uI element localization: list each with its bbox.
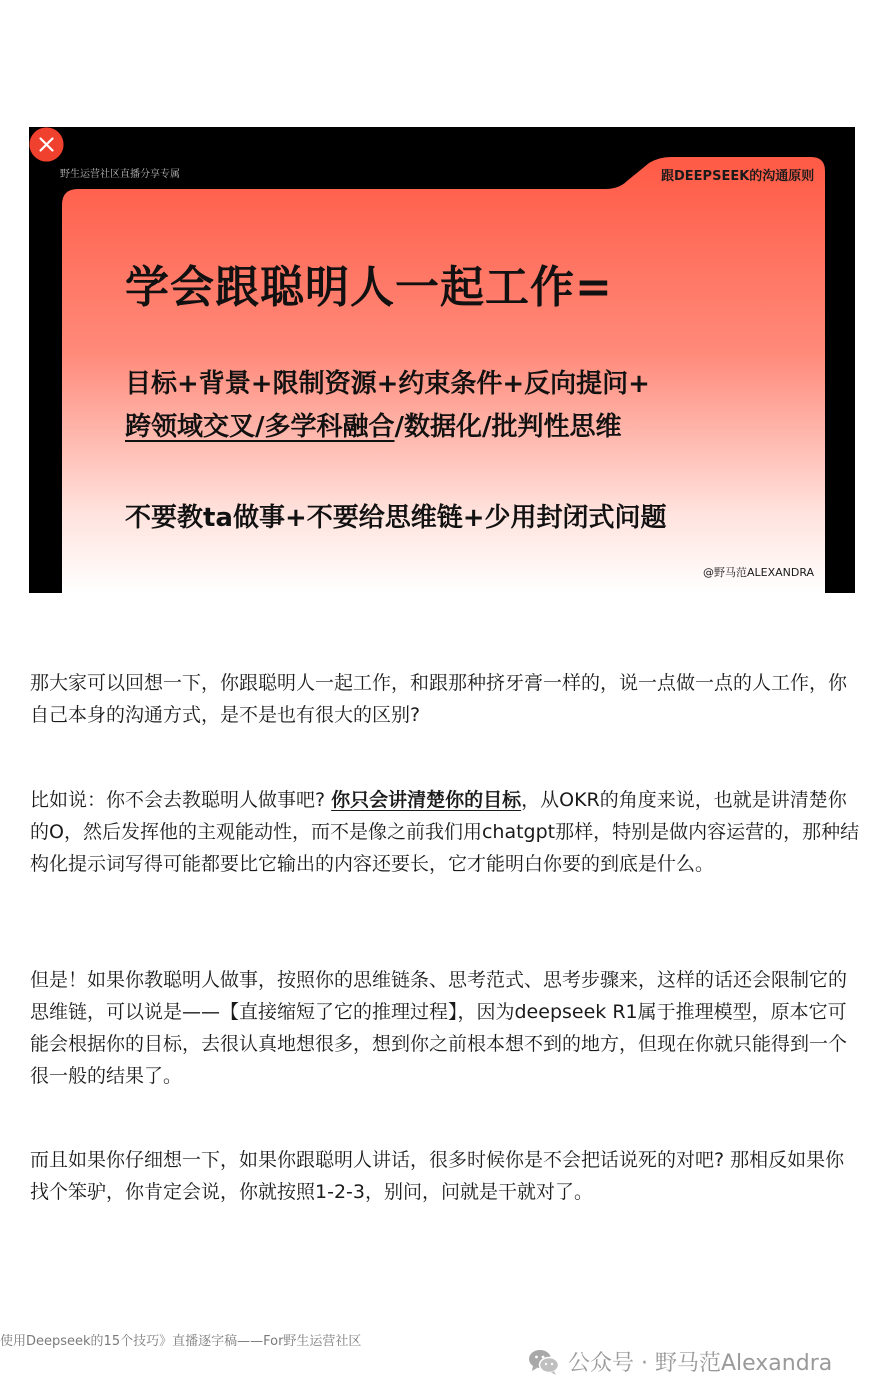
article-paragraph-4: 而且如果你仔细想一下，如果你跟聪明人讲话，很多时候你是不会把话说死的对吧? 那相反如果你找个笨驴，你肯定会说，你就按照1-2-3，别问，问就是干就对了。: [30, 1149, 845, 1203]
slide-line-2-rest: /数据化/批判性思维: [394, 412, 622, 442]
wechat-icon: [528, 1347, 560, 1377]
watermark-text: 公众号 · 野马范Alexandra: [568, 1351, 833, 1376]
slide-card: [29, 127, 855, 593]
paragraph-2-intro: 比如说：你不会去教聪明人做事吧?: [30, 789, 332, 811]
slide-image: [29, 127, 855, 593]
slide-principles-line-2: [125, 406, 622, 443]
slide-headline: 学会跟聪明人一起工作=: [125, 262, 613, 313]
article-paragraph-1: 那大家可以回想一下，你跟聪明人一起工作，和跟那种挤牙膏一样的，说一点做一点的人工作，你自己本身的沟通方式，是不是也有很大的区别?: [30, 672, 848, 726]
slide-underlined-phrase: 跨领域交叉/多学科融合: [125, 412, 395, 442]
paragraph-2-emphasis: 你只会讲清楚你的目标: [331, 789, 522, 811]
wechat-watermark: [528, 1346, 832, 1377]
slide-tab-label: 跟DEEPSEEK的沟通原则: [661, 169, 815, 184]
slide-corner-label: 野生运营社区直播分享专属: [60, 169, 180, 180]
footer-caption: 使用Deepseek的15个技巧》直播逐字稿——For野生运营社区: [0, 1334, 362, 1349]
slide-dont-line: 不要教ta做事+不要给思维链+少用封闭式问题: [125, 503, 667, 533]
cross-icon: [29, 127, 64, 162]
slide-credit: @野马范ALEXANDRA: [703, 566, 815, 579]
article-paragraph-3: 但是！如果你教聪明人做事，按照你的思维链条、思考范式、思考步骤来，这样的话还会限制它的思维链，可以说是——【直接缩短了它的推理过程】，因为deepseek R1属于推理模型，原本它可能会根据你的目标，去很认真地想很多，想到你之前根本想不到的地方，但现在你就只能得到一个很一般的结果了。: [30, 969, 848, 1087]
paragraph-2-body: ，从OKR的角度来说，也就是讲清楚你的O，然后发挥他的主观能动性，而不是像之前我们用chatgpt那样，特别是做内容运营的，那种结构化提示词写得可能都要比它输出的内容还要长，它才能明白你要的到底是什么。: [30, 789, 860, 875]
slide-principles-line-1: 目标+背景+限制资源+约束条件+反向提问+: [125, 369, 650, 399]
article-paragraph-2: [30, 784, 862, 880]
